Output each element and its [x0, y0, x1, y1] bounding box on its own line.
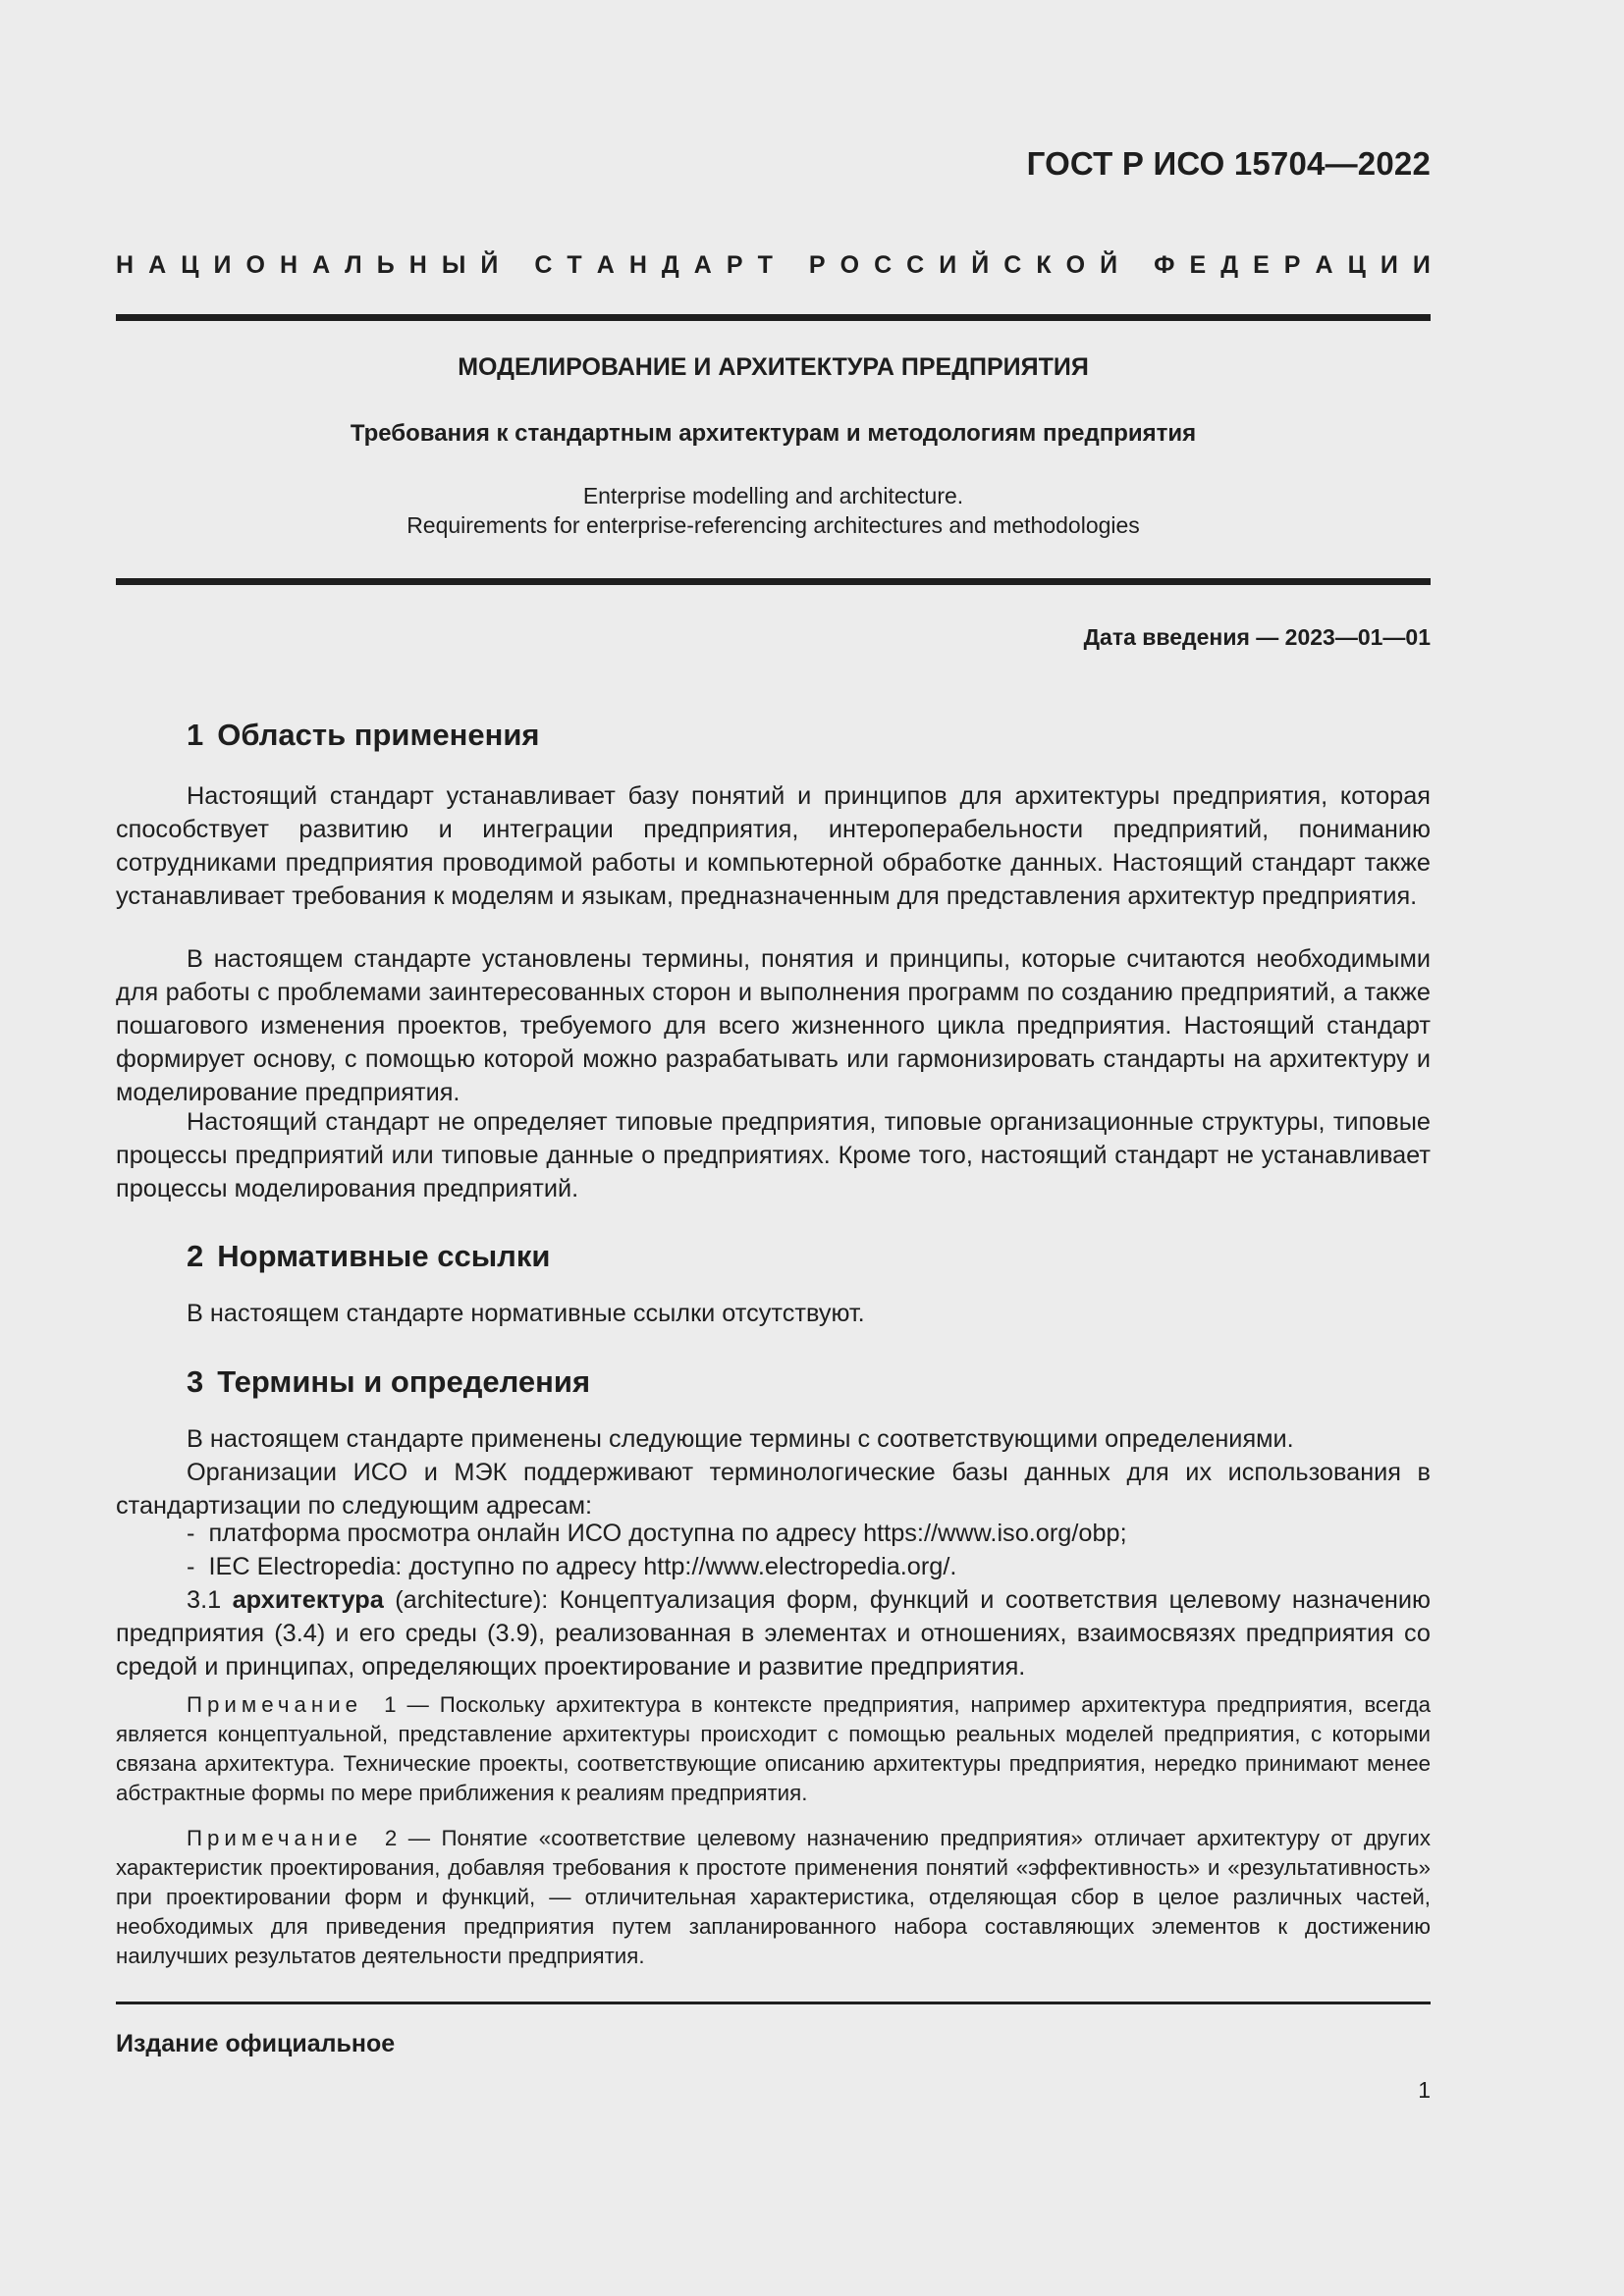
banner-letter: А [312, 251, 331, 279]
section-title: Область применения [217, 718, 540, 752]
footer-rule [116, 2002, 1431, 2004]
list-item: - платформа просмотра онлайн ИСО доступна по адресу https://www.iso.org/obp; [187, 1520, 1127, 1547]
banner-letter: Д [1220, 251, 1239, 279]
section-3-paragraph-1: В настоящем стандарте применены следующие термины с соответствующими определениями. [187, 1425, 1294, 1453]
note-number: 1 [384, 1692, 397, 1717]
banner-letter: Е [1253, 251, 1270, 279]
banner-letter: С [1003, 251, 1022, 279]
introduction-date: Дата введения — 2023—01—01 [1083, 624, 1431, 650]
banner-letter: Н [408, 251, 427, 279]
section-1-heading [187, 718, 540, 753]
section-title: Нормативные ссылки [217, 1239, 551, 1273]
section-2-heading [187, 1239, 550, 1274]
banner-letter [513, 251, 519, 280]
banner-letter: Н [116, 251, 135, 279]
document-subtitle: Требования к стандартным архитектурам и методологиям предприятия [350, 420, 1197, 447]
banner-letter: И [1380, 251, 1398, 279]
banner-letter: Р [1283, 251, 1301, 279]
document-title: МОДЕЛИРОВАНИЕ И АРХИТЕКТУРА ПРЕДПРИЯТИЯ [458, 353, 1089, 381]
banner-letter: И [1412, 251, 1431, 279]
banner-letter: Н [628, 251, 647, 279]
section-2-paragraph-1: В настоящем стандарте нормативные ссылки отсутствуют. [187, 1300, 865, 1327]
banner-letter: Ы [441, 251, 466, 279]
banner-letter: О [1065, 251, 1086, 279]
note-label: Примечание [187, 1692, 363, 1717]
section-number: 2 [187, 1239, 204, 1273]
banner-letter: Ц [1347, 251, 1366, 279]
banner-letter: И [213, 251, 232, 279]
section-number: 1 [187, 718, 204, 752]
banner-letter: О [839, 251, 860, 279]
banner-letter [1132, 251, 1139, 280]
banner-letter: Р [808, 251, 826, 279]
banner-letter: Р [726, 251, 743, 279]
banner-letter: Й [1100, 251, 1118, 279]
term-3-1 [116, 1583, 1431, 1683]
section-3-paragraph-2: Организации ИСО и МЭК поддерживают терминологические базы данных для их использования в стандартизации по следующим адресам: [116, 1459, 1431, 1520]
note-text: — Поскольку архитектура в контексте предприятия, например архитектура предприятия, всегда является концептуальной, представление архитектуры происходит с помощью реальных моделей предприятия, с которыми связана архитектура. Технические проекты, соответствующие описанию архитектуры предприятия, нередко принимают менее абстрактные формы по мере приближения к реалиям предприятия. [116, 1692, 1432, 1805]
banner-letter: Ь [376, 251, 395, 279]
section-title: Термины и определения [217, 1364, 591, 1399]
banner-letter: С [906, 251, 925, 279]
note-number: 2 [384, 1826, 398, 1850]
banner-letter: А [596, 251, 615, 279]
header-rule-top [116, 314, 1431, 321]
banner-letter: С [534, 251, 553, 279]
banner-letter: Е [1189, 251, 1207, 279]
banner-letter: Н [279, 251, 298, 279]
banner-letter: И [939, 251, 957, 279]
english-title-line1: Enterprise modelling and architecture. [582, 483, 964, 508]
banner-letter: К [1036, 251, 1052, 279]
note-label: Примечание [187, 1826, 363, 1850]
banner-letter [787, 251, 794, 280]
banner-letter: О [245, 251, 265, 279]
banner-letter: Й [971, 251, 990, 279]
section-1-paragraph-1: Настоящий стандарт устанавливает базу понятий и принципов для архитектуры предприятия, которая способствует развитию и интеграции предприятия, интероперабельности предприятий, пониманию сотрудниками предприятия проводимой работы и компьютерной обработке данных. Настоящий стандарт также устанавливает требования к моделям и языкам, предназначенным для представления архитектур предприятия. [116, 782, 1431, 910]
note-text: — Понятие «соответствие целевому назначению предприятия» отличает архитектуру от других характеристик проектирования, добавляя требования к простоте применения понятий «эффективность» и «результативность» при проектировании форм и функций, — отличительная характеристика, отделяющая сбор в целое различных частей, необходимых для приведения предприятия путем запланированного набора составляющих элементов к достижению наилучших результатов деятельности предприятия. [116, 1826, 1432, 1968]
list-item-text: платформа просмотра онлайн ИСО доступна по адресу https://www.iso.org/obp; [208, 1520, 1127, 1547]
note-2 [116, 1824, 1431, 1971]
term-number: 3.1 [187, 1586, 222, 1614]
banner-letter: А [693, 251, 712, 279]
banner-letter: Ф [1154, 251, 1175, 279]
english-title [116, 481, 1431, 540]
banner-letter: Л [345, 251, 362, 279]
header-rule-bottom [116, 578, 1431, 585]
page-number: 1 [1418, 2077, 1431, 2103]
national-standard-banner [116, 251, 1431, 280]
banner-letter: С [874, 251, 893, 279]
section-1-paragraph-3: Настоящий стандарт не определяет типовые предприятия, типовые организационные структуры, типовые процессы предприятий или типовые данные о предприятиях. Кроме того, настоящий стандарт не устанавливает процессы моделирования предприятий. [116, 1108, 1431, 1202]
banner-letter: А [148, 251, 167, 279]
standard-designation: ГОСТ Р ИСО 15704—2022 [1026, 145, 1431, 182]
banner-letter: А [1315, 251, 1333, 279]
banner-letter: Т [567, 251, 582, 279]
section-3-heading [187, 1364, 590, 1400]
list-item: - IEC Electropedia: доступно по адресу http://www.electropedia.org/. [187, 1553, 957, 1580]
section-1-paragraph-2: В настоящем стандарте установлены термины, понятия и принципы, которые считаются необходимыми для работы с проблемами заинтересованных сторон и выполнения программ по созданию предприятий, а также пошагового изменения проектов, требуемого для всего жизненного цикла предприятия. Настоящий стандарт формирует основу, с помощью которой можно разрабатывать или гармонизировать стандарты на архитектуру и моделирование предприятия. [116, 945, 1431, 1106]
term-name: архитектура [232, 1586, 384, 1614]
banner-letter: Й [480, 251, 499, 279]
official-edition-label: Издание официальное [116, 2030, 396, 2057]
english-title-line2: Requirements for enterprise-referencing architectures and methodologies [406, 512, 1140, 538]
section-number: 3 [187, 1364, 204, 1399]
note-1 [116, 1690, 1431, 1808]
term-definition: (architecture): Концептуализация форм, функций и соответствия целевому назначению предприятия (3.4) и его среды (3.9), реализованная в элементах и отношениях, взаимосвязях предприятия со средой и принципах, определяющих проектирование и развитие предприятия. [116, 1586, 1431, 1681]
banner-letter: Т [757, 251, 773, 279]
list-item-text: IEC Electropedia: доступно по адресу http://www.electropedia.org/. [208, 1553, 957, 1580]
banner-letter: Ц [181, 251, 199, 279]
banner-letter: Д [661, 251, 679, 279]
